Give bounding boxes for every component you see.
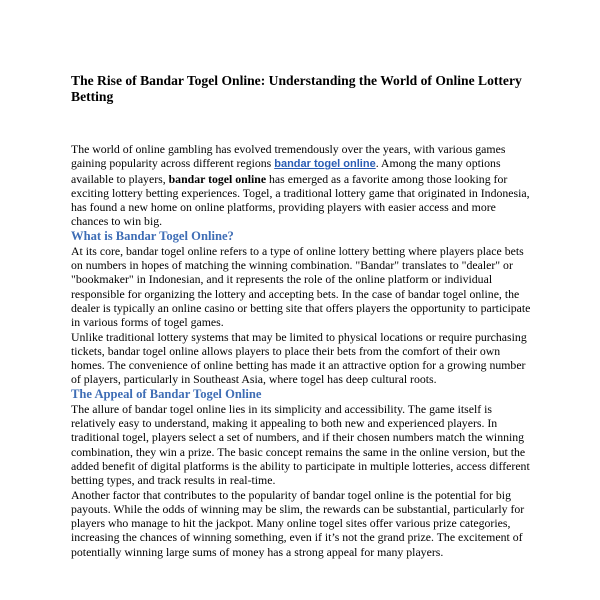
bold-text: bandar togel online [168,171,267,186]
paragraph: Unlike traditional lottery systems that may be limited to physical locations or require purchasing tickets, bandar togel online allows players to place their bets from the comfort of their own homes. The convenience of online betting has made it an attractive option for a growing number of players, particularly in Southeast Asia, where togel has deep cultural roots. [71,329,527,387]
section-heading: The Appeal of Bandar Togel Online [71,386,262,401]
document-title: The Rise of Bandar Togel Online: Understanding the World of Online Lottery Betting [71,73,522,104]
section-heading: What is Bandar Togel Online? [71,228,234,243]
paragraph: Another factor that contributes to the popularity of bandar togel online is the potential for big payouts. While the odds of winning may be slim, the rewards can be substantial, particularly for players who manage to hit the jackpot. Many online togel sites offer various prize categories, increasing the chances of winning something, even if it’s not the grand prize. The excitement of potentially winning large sums of money has a strong appeal for many players. [71,487,525,559]
paragraph: At its core, bandar togel online refers to a type of online lottery betting where players place bets on numbers in hopes of matching the winning combination. "Bandar" translates to "dealer" or "bookmaker" in Indonesian, and it represents the role of the online platform or individual responsible for organizing the lottery and accepting bets. In the case of bandar togel online, the dealer is typically an online casino or betting site that offers players the opportunity to participate in various forms of togel games. [71,243,531,330]
paragraph: The world of online gambling has evolved tremendously over the years, with various games gaining popularity across different regions bandar togel online. Among the many options available to players, bandar togel online has emerged as a favorite among those looking for exciting lottery betting experiences. Togel, a traditional lottery game that originated in Indonesia, has found a new home on online platforms, providing players with easier access and more chances to win big. [71,142,530,229]
paragraph: The allure of bandar togel online lies in its simplicity and accessibility. The game itself is relatively easy to understand, making it appealing to both new and experienced players. In traditional togel, players select a set of numbers, and if their chosen numbers match the winning combination, they win a prize. The basic concept remains the same in the online version, but the added benefit of digital platforms is the ability to participate in multiple lotteries, access different betting types, and track results in real-time. [71,401,530,488]
bandar-togel-online-link[interactable]: bandar togel online [274,158,376,171]
document-body [71,142,531,559]
